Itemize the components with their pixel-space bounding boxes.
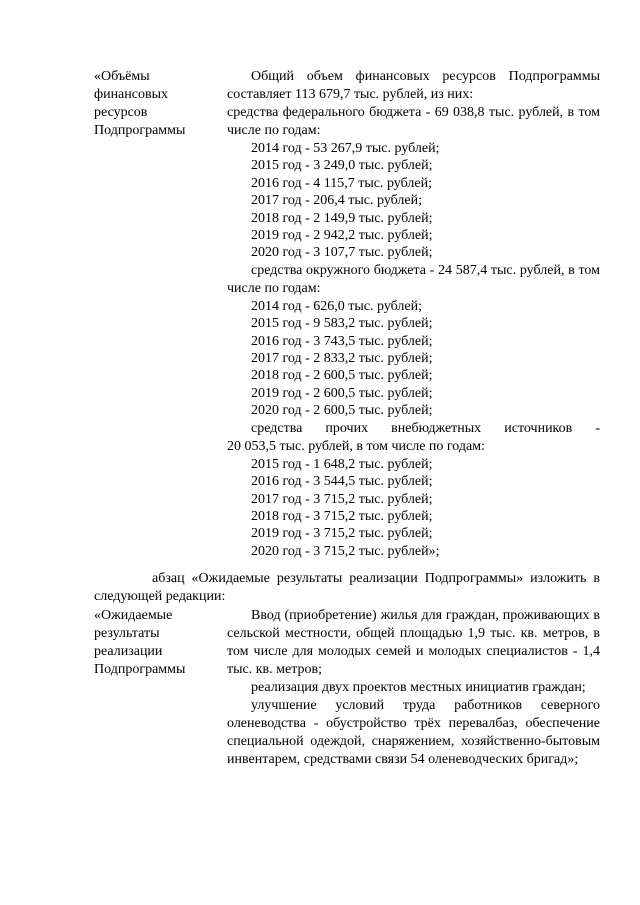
district-budget-text: средства окружного бюджета - 24 587,4 тыс. рублей, в том числе по годам: [227,262,600,296]
federal-year-item: 2020 год - 3 107,7 тыс. рублей; [251,245,433,261]
funding-label-line: «Объёмы [94,69,150,84]
federal-year-item: 2014 год - 53 267,9 тыс. рублей; [251,141,440,156]
funding-content [227,68,600,560]
district-year-item: 2016 год - 3 743,5 тыс. рублей; [251,333,433,349]
district-years-list [227,298,600,420]
district-year-item: 2020 год - 2 600,5 тыс. рублей; [251,403,433,419]
federal-years-list [227,140,600,262]
district-year-item: 2017 год - 2 833,2 тыс. рублей; [251,351,433,367]
results-content [227,607,600,769]
federal-year-item: 2016 год - 4 115,7 тыс. рублей; [251,175,432,191]
housing-paragraph: Ввод (приобретение) жилья для граждан, проживающих в сельской местности, общей площадью 1,9 тыс. кв. метров, в том числе для молодых семей и молодых специалистов - 1,4 тыс. кв. метров; [227,608,600,677]
other-year-item: 2017 год - 3 715,2 тыс. рублей; [251,491,433,507]
district-year-item: 2015 год - 9 583,2 тыс. рублей; [251,316,433,332]
district-year-item: 2014 год - 626,0 тыс. рублей; [251,298,423,314]
federal-year-item: 2019 год - 2 942,2 тыс. рублей; [251,228,433,244]
instruction-line1: абзац «Ожидаемые результаты реализации Подпрограммы» изложить в [152,571,600,586]
results-label-line: «Ожидаемые [94,608,173,623]
other-year-item: 2019 год - 3 715,2 тыс. рублей; [251,526,433,542]
other-year-item: 2015 год - 1 648,2 тыс. рублей; [251,456,433,472]
other-years-list [227,456,600,560]
funding-label [94,68,219,140]
district-year-item: 2018 год - 2 600,5 тыс. рублей; [251,368,433,384]
other-sources-line1: средства прочих внебюджетных источников - [251,420,600,436]
district-year-item: 2019 год - 2 600,5 тыс. рублей; [251,385,433,401]
funding-label-line: финансовых [94,87,168,102]
initiatives-paragraph: реализация двух проектов местных инициатив граждан; [251,680,586,695]
other-year-item: 2016 год - 3 544,5 тыс. рублей; [251,474,433,490]
federal-year-item: 2018 год - 2 149,9 тыс. рублей; [251,210,433,226]
results-label-line: реализации [94,644,163,659]
federal-year-item: 2017 год - 206,4 тыс. рублей; [251,193,423,209]
other-year-item: 2018 год - 3 715,2 тыс. рублей; [251,508,433,524]
total-funding-line1: Общий объем финансовых ресурсов Подпрограммы [251,69,600,84]
total-funding-line2: составляет 113 679,7 тыс. рублей, из них: [227,87,474,102]
instruction-paragraph [94,570,600,606]
results-label [94,607,219,679]
federal-year-item: 2015 год - 3 249,0 тыс. рублей; [251,158,433,174]
funding-label-line: ресурсов [94,105,148,120]
other-year-item: 2020 год - 3 715,2 тыс. рублей»; [251,543,440,559]
reindeer-paragraph: улучшение условий труда работников северного оленеводства - обустройство трёх перевалбаз, обеспечение специальной одеждой, снаряжением, хозяйственно-бытовым инвентарем, средствами связи 54 оленеводческих бригад»; [227,698,600,767]
results-label-line: результаты [94,626,160,641]
other-sources-line2: 20 053,5 тыс. рублей, в том числе по годам: [227,438,485,454]
federal-budget-text: средства федерального бюджета - 69 038,8 тыс. рублей, в том числе по годам: [227,105,600,138]
funding-label-line: Подпрограммы [94,123,186,138]
results-label-line: Подпрограммы [94,662,186,677]
instruction-line2: следующей редакции: [94,589,226,604]
